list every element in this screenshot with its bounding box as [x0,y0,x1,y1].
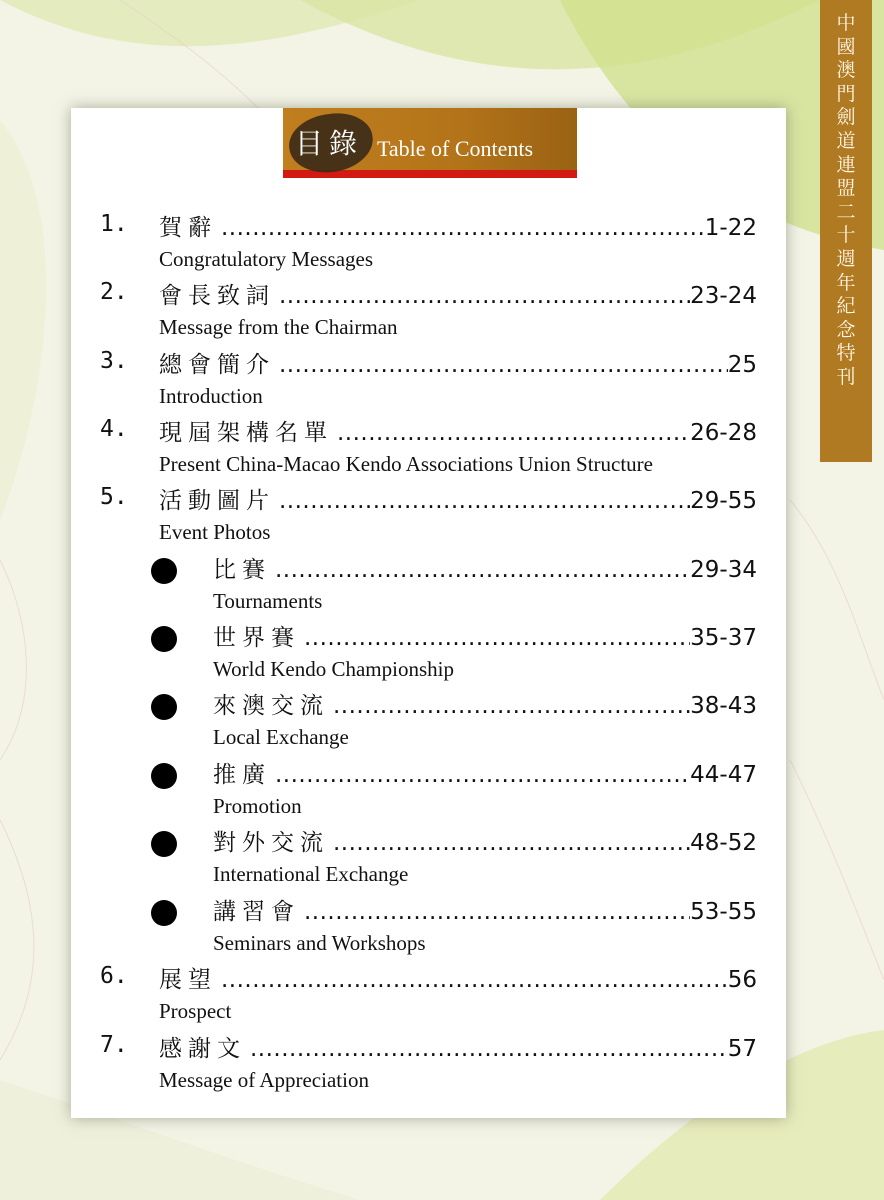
dot-leader [221,963,728,997]
banner-char: 紀 [836,295,856,318]
banner-char: 念 [836,318,856,341]
dot-leader [275,553,690,587]
entry-title-en: Introduction [159,384,263,408]
side-banner [820,0,872,462]
entry-title-cn: 感謝文 [159,1036,246,1062]
dot-leader [275,758,690,792]
toc-list [71,108,786,1118]
entry-line [159,211,757,245]
banner-char: 刊 [836,365,856,388]
banner-char: 國 [836,35,856,58]
entry-title-cn: 推廣 [213,762,271,788]
entry-page-range: 25 [727,352,757,378]
entry-page-range: 23-24 [690,283,757,309]
entry-title-cn: 總會簡介 [159,352,275,378]
entry-title-en: Local Exchange [213,725,349,749]
entry-page-range: 1-22 [704,215,757,241]
entry-number: 2. [100,279,128,305]
entry-line [159,963,757,997]
dot-leader [304,621,690,655]
entry-title-cn: 活動圖片 [159,488,275,514]
entry-title-en: Seminars and Workshops [213,931,426,955]
entry-line [213,758,757,792]
entry-page-range: 29-34 [690,557,757,583]
contents-card [71,108,786,1118]
banner-char: 週 [836,247,856,270]
entry-page-range: 56 [727,967,757,993]
entry-page-range: 29-55 [690,488,757,514]
header-title-en: Table of Contents [377,136,534,161]
dot-leader [333,826,690,860]
entry-title-cn: 會長致詞 [159,283,275,309]
banner-char: 中 [836,12,856,34]
entry-title-cn: 對外交流 [213,830,329,856]
dot-leader [279,348,728,382]
banner-char: 連 [836,153,856,176]
banner-char: 道 [836,129,856,152]
dot-leader [279,484,690,518]
header-title-cn: 目錄 [295,127,364,160]
entry-line [213,689,757,723]
entry-title-en: Tournaments [213,589,323,613]
entry-title-cn: 世界賽 [213,625,300,651]
dot-leader [250,1032,728,1066]
bullet-icon [151,626,177,652]
banner-char: 劍 [836,106,856,129]
entry-title-cn: 講習會 [213,899,300,925]
entry-line [213,895,757,929]
banner-char: 十 [836,224,856,247]
entry-page-range: 26-28 [690,420,757,446]
bullet-icon [151,900,177,926]
entry-title-cn: 比賽 [213,557,271,583]
entry-page-range: 35-37 [690,625,757,651]
dot-leader [221,211,705,245]
entry-title-en: Event Photos [159,520,271,544]
entry-title-en: Prospect [159,999,232,1023]
banner-char: 二 [836,200,856,223]
entry-number: 3. [100,348,128,374]
banner-char: 特 [836,342,856,365]
entry-number: 4. [100,416,128,442]
banner-char: 門 [836,82,856,105]
entry-page-range: 38-43 [690,693,757,719]
banner-char: 年 [836,271,856,294]
entry-title-cn: 展望 [159,967,217,993]
dot-leader [333,689,690,723]
entry-line [159,1032,757,1066]
bullet-icon [151,763,177,789]
entry-line [159,484,757,518]
entry-number: 7. [100,1032,128,1058]
entry-title-en: Message from the Chairman [159,315,398,339]
banner-char: 盟 [836,177,856,200]
banner-title [820,12,872,390]
entry-page-range: 53-55 [690,899,757,925]
entry-number: 1. [100,211,128,237]
entry-title-en: Present China-Macao Kendo Associations Union Structure [159,452,653,476]
entry-title-cn: 賀辭 [159,215,217,241]
bullet-icon [151,831,177,857]
entry-page-range: 44-47 [690,762,757,788]
entry-line [159,348,757,382]
banner-char: 澳 [836,59,856,82]
entry-title-en: Promotion [213,794,302,818]
entry-page-range: 57 [727,1036,757,1062]
entry-line [213,553,757,587]
entry-title-cn: 現屆架構名單 [159,420,333,446]
entry-title-en: International Exchange [213,862,409,886]
dot-leader [304,895,690,929]
entry-line [213,621,757,655]
entry-title-en: Congratulatory Messages [159,247,374,271]
dot-leader [337,416,690,450]
bullet-icon [151,694,177,720]
entry-title-en: World Kendo Championship [213,657,454,681]
entry-line [159,416,757,450]
entry-line [213,826,757,860]
dot-leader [279,279,690,313]
bullet-icon [151,558,177,584]
entry-page-range: 48-52 [690,830,757,856]
entry-title-en: Message of Appreciation [159,1068,369,1092]
entry-number: 5. [100,484,128,510]
entry-number: 6. [100,963,128,989]
entry-title-cn: 來澳交流 [213,693,329,719]
entry-line [159,279,757,313]
